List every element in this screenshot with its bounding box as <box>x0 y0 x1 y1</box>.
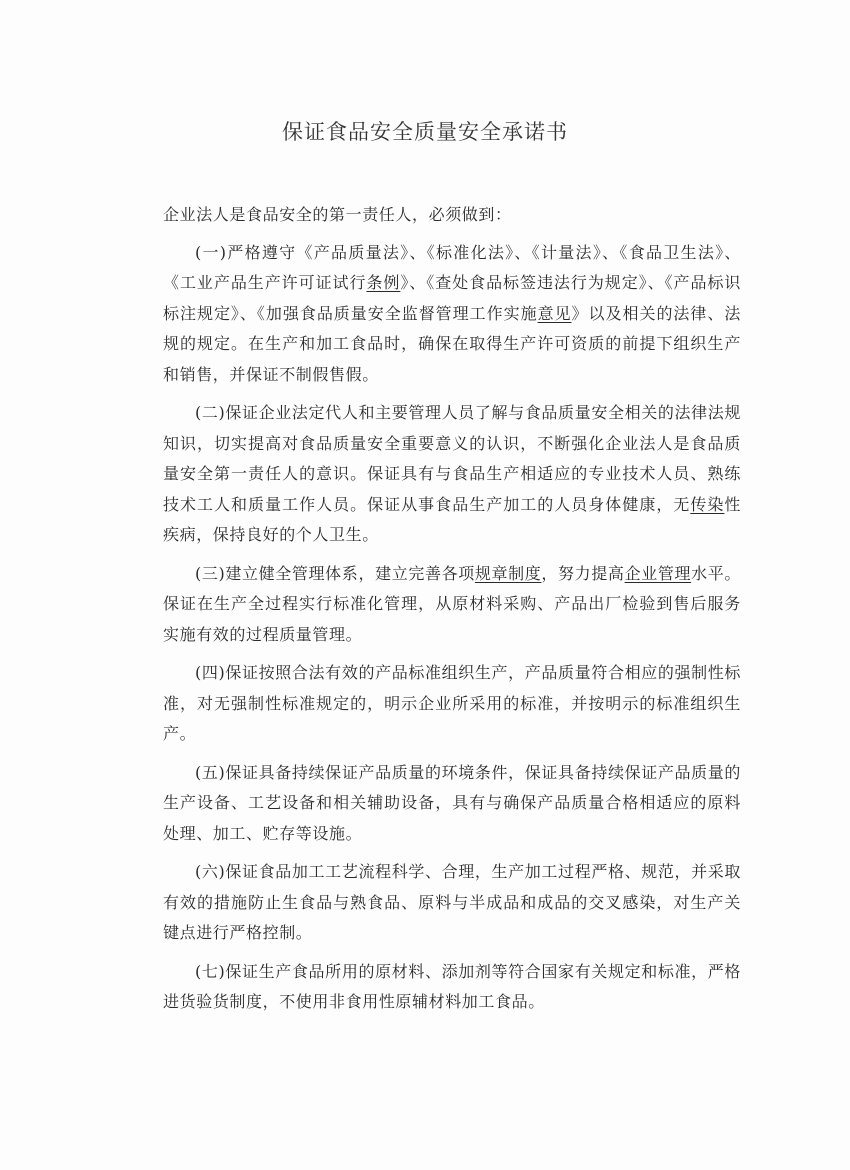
clause-6 <box>163 857 741 949</box>
clause-1-text-end: 》以及相关的法律、法规的规定。在生产和加工食品时，确保在取得生产许可资质的前提下组织生产和销售，并保证不制假售假。 <box>163 303 741 384</box>
clause-2-text: (二)保证企业法定代人和主要管理人员了解与食品质量安全相关的法律法规知识，切实提高对食品质量安全重要意义的认识，不断强化企业法人是食品质量安全第一责任人的意识。保证具有与食品生产相适应的专业技术人员、熟练技术工人和质量工作人员。保证从事食品生产加工的人员身体健康，无 <box>163 403 741 514</box>
clause-5-text: (五)保证具备持续保证产品质量的环境条件，保证具备持续保证产品质量的生产设备、工艺设备和相关辅助设备，具有与确保产品质量合格相适应的原料处理、加工、贮存等设施。 <box>163 762 741 843</box>
document-title: 保证食品安全质量安全承诺书 <box>282 120 568 144</box>
clause-5 <box>163 758 741 850</box>
clause-4 <box>163 658 741 750</box>
underlined-term-chuanran: 传染 <box>690 494 725 514</box>
clause-4-text: (四)保证按照合法有效的产品标准组织生产，产品质量符合相应的强制性标准，对无强制性标准规定的，明示企业所采用的标准，并按明示的标准组织生产。 <box>163 663 741 743</box>
underlined-term-guizhang-zhidu: 规章制度 <box>474 563 542 583</box>
clause-3-text: (三)建立健全管理体系，建立完善各项 <box>195 563 475 583</box>
clause-2-text-end: 性疾病，保持良好的个人卫生。 <box>163 494 741 544</box>
underlined-term-qiye-guanli: 企业管理 <box>624 563 692 583</box>
clause-7 <box>163 957 741 1018</box>
clause-1-text-cont: 》、《查处食品标签违法行为规定》、《产品标识标注规定》、《加强食品质量安全监督管理工作实施 <box>163 273 742 323</box>
clause-6-text: (六)保证食品加工工艺流程科学、合理，生产加工过程严格、规范，并采取有效的措施防止生食品与熟食品、原料与半成品和成品的交叉感染，对生产关键点进行严格控制。 <box>163 862 741 942</box>
clause-3-text-cont: ，努力提高 <box>541 563 625 583</box>
clause-3 <box>163 559 741 651</box>
intro-paragraph: 企业法人是食品安全的第一责任人，必须做到： <box>163 205 512 224</box>
clause-1 <box>163 238 741 391</box>
underlined-term-yijian: 意见 <box>537 303 572 323</box>
clause-7-text: (七)保证生产食品所用的原材料、添加剂等符合国家有关规定和标准，严格进货验货制度，不使用非食用性原辅材料加工食品。 <box>163 961 741 1011</box>
underlined-term-tiaoli: 条例 <box>366 273 401 292</box>
clause-2 <box>163 398 741 551</box>
clause-1-text: (一)严格遵守《产品质量法》、《标准化法》、《计量法》、《食品卫生法》、《工业产品生产许可证试行 <box>163 242 741 292</box>
clause-3-text-end: 水平。保证在生产全过程实行标准化管理，从原材料采购、产品出厂检验到售后服务实施有效的过程质量管理。 <box>163 563 741 644</box>
document-body <box>163 200 741 1026</box>
